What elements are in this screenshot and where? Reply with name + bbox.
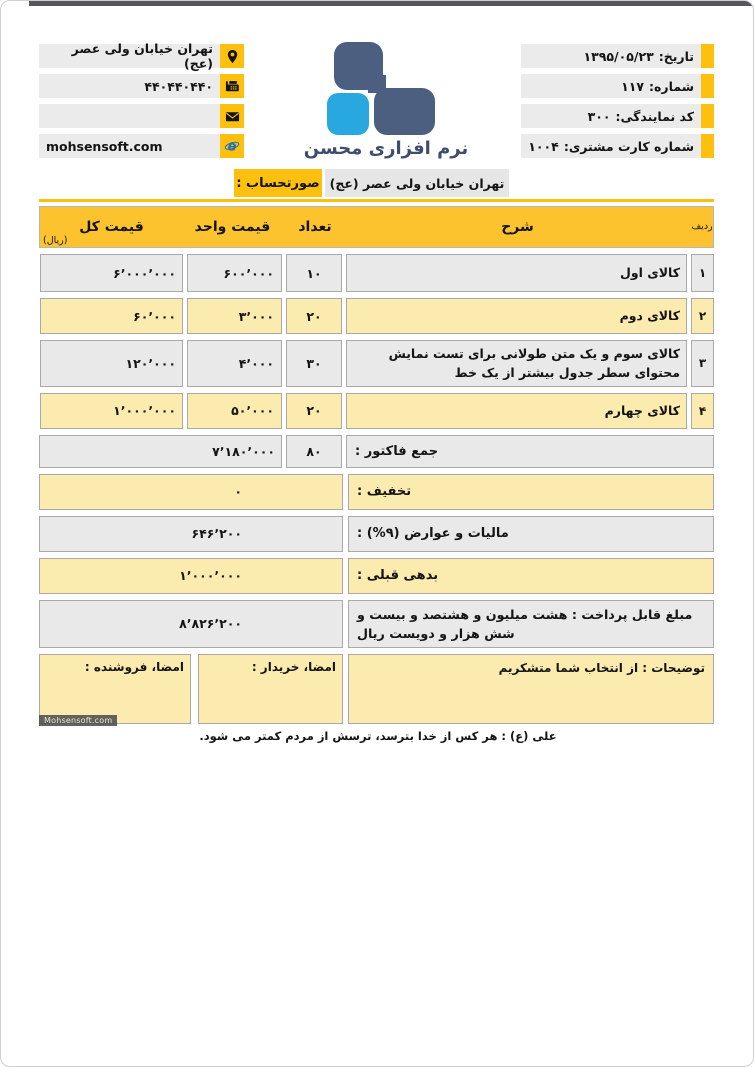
company-name: نرم افزاری محسن bbox=[303, 138, 469, 159]
payable-row bbox=[39, 600, 714, 648]
discount-amount: ۰ bbox=[39, 474, 343, 510]
item-unit-price: ۶۰۰٬۰۰۰ bbox=[187, 254, 282, 292]
accent-bar bbox=[701, 44, 714, 68]
customer-card-value: ۱۰۰۴ bbox=[528, 138, 559, 154]
fax-icon bbox=[220, 74, 244, 98]
item-unit-price: ۴٬۰۰۰ bbox=[187, 340, 282, 387]
item-quantity: ۱۰ bbox=[286, 254, 342, 292]
payable-amount: ۸٬۸۲۶٬۲۰۰ bbox=[39, 600, 343, 648]
date-label: تاریخ: bbox=[658, 48, 694, 64]
row-number: ۲ bbox=[691, 298, 714, 334]
accent-bar bbox=[701, 74, 714, 98]
bill-to-label: صورتحساب : bbox=[234, 169, 322, 197]
svg-text:e: e bbox=[227, 139, 237, 154]
col-header-total-price: قیمت کل bbox=[79, 219, 144, 235]
info-row-agency-code bbox=[521, 104, 714, 128]
row-number: ۱ bbox=[691, 254, 714, 292]
invoice-sum-row bbox=[39, 435, 714, 468]
top-accent-bar bbox=[29, 1, 753, 6]
agency-code-value: ۳۰۰ bbox=[587, 108, 611, 124]
discount-row bbox=[39, 474, 714, 510]
tax-row bbox=[39, 516, 714, 552]
col-header-quantity: تعداد bbox=[298, 219, 332, 235]
item-description: کالای اول bbox=[346, 254, 687, 292]
row-number: ۴ bbox=[691, 393, 714, 429]
company-address: تهران خیابان ولی عصر (عج) bbox=[39, 44, 220, 68]
item-quantity: ۲۰ bbox=[286, 393, 342, 429]
accent-bar bbox=[701, 104, 714, 128]
watermark-badge: Mohsensoft.com bbox=[39, 715, 117, 726]
company-phone: ۴۴۰۴۴۰۴۴۰ bbox=[39, 74, 220, 98]
location-pin-icon bbox=[220, 44, 244, 68]
item-row-3 bbox=[39, 340, 714, 387]
tax-label: مالیات و عوارض (۹%) : bbox=[348, 516, 714, 552]
item-total-price: ۶۰٬۰۰۰ bbox=[40, 298, 183, 334]
info-row-date bbox=[521, 44, 714, 68]
item-total-price: ۶٬۰۰۰٬۰۰۰ bbox=[40, 254, 183, 292]
invoice-sum-amount: ۷٬۱۸۰٬۰۰۰ bbox=[39, 435, 282, 468]
col-header-unit-price: قیمت واحد bbox=[194, 219, 271, 235]
item-description: کالای چهارم bbox=[346, 393, 687, 429]
previous-debt-row bbox=[39, 558, 714, 594]
yellow-divider bbox=[39, 199, 714, 202]
invoice-table bbox=[39, 206, 714, 724]
browser-icon bbox=[220, 134, 244, 158]
payable-label: مبلغ قابل پرداخت : هشت میلیون و هشتصد و بیست و شش هزار و دویست ریال bbox=[348, 600, 714, 648]
notes-box: توضیحات : از انتخاب شما متشکریم bbox=[348, 654, 714, 724]
customer-card-label: شماره کارت مشتری: bbox=[563, 138, 694, 154]
table-header bbox=[39, 206, 714, 248]
footer-row bbox=[39, 654, 714, 724]
currency-unit-note: (ریال) bbox=[43, 235, 68, 246]
envelope-icon bbox=[220, 104, 244, 128]
invoice-number-label: شماره: bbox=[649, 78, 694, 94]
discount-label: تخفیف : bbox=[348, 474, 714, 510]
invoice-sum-quantity: ۸۰ bbox=[286, 435, 342, 468]
info-row-customer-card bbox=[521, 134, 714, 158]
company-logo bbox=[326, 42, 438, 136]
info-row-number bbox=[521, 74, 714, 98]
buyer-signature-box: امضا، خریدار : bbox=[198, 654, 343, 724]
contact-row-email bbox=[39, 104, 244, 128]
company-website: mohsensoft.com bbox=[39, 134, 220, 158]
contact-row-fax bbox=[39, 74, 244, 98]
item-quantity: ۳۰ bbox=[286, 340, 342, 387]
previous-debt-label: بدهی قبلی : bbox=[348, 558, 714, 594]
seller-signature-box: امضا، فروشنده : bbox=[39, 654, 191, 724]
agency-code-label: کد نمایندگی: bbox=[615, 108, 694, 124]
footer-quote: علی (ع) : هر کس از خدا بترسد، ترسش از مردم کمتر می شود. bbox=[199, 729, 557, 743]
invoice-number-value: ۱۱۷ bbox=[621, 78, 645, 94]
item-description: کالای دوم bbox=[346, 298, 687, 334]
contact-row-website bbox=[39, 134, 244, 158]
item-unit-price: ۵۰٬۰۰۰ bbox=[187, 393, 282, 429]
company-email bbox=[39, 104, 220, 128]
previous-debt-amount: ۱٬۰۰۰٬۰۰۰ bbox=[39, 558, 343, 594]
item-quantity: ۲۰ bbox=[286, 298, 342, 334]
col-header-description: شرح bbox=[501, 219, 534, 235]
row-number: ۳ bbox=[691, 340, 714, 387]
item-row-4 bbox=[39, 393, 714, 429]
date-value: ۱۳۹۵/۰۵/۲۳ bbox=[583, 48, 654, 64]
tax-amount: ۶۴۶٬۲۰۰ bbox=[39, 516, 343, 552]
item-row-1 bbox=[39, 254, 714, 292]
accent-bar bbox=[701, 134, 714, 158]
item-total-price: ۱٬۰۰۰٬۰۰۰ bbox=[40, 393, 183, 429]
bill-to-value: تهران خیابان ولی عصر (عج) bbox=[325, 169, 509, 197]
item-description: کالای سوم و یک متن طولانی برای تست نمایش محتوای سطر جدول بیشتر از یک خط bbox=[346, 340, 687, 387]
item-unit-price: ۳٬۰۰۰ bbox=[187, 298, 282, 334]
item-total-price: ۱۲۰٬۰۰۰ bbox=[40, 340, 183, 387]
bill-to-strip bbox=[234, 169, 509, 197]
col-header-row-number: ردیف bbox=[691, 221, 713, 232]
item-row-2 bbox=[39, 298, 714, 334]
invoice-sum-label: جمع فاکتور : bbox=[346, 435, 714, 468]
company-contact-block bbox=[39, 41, 244, 164]
contact-row-address bbox=[39, 41, 244, 71]
invoice-info-block bbox=[521, 44, 714, 164]
